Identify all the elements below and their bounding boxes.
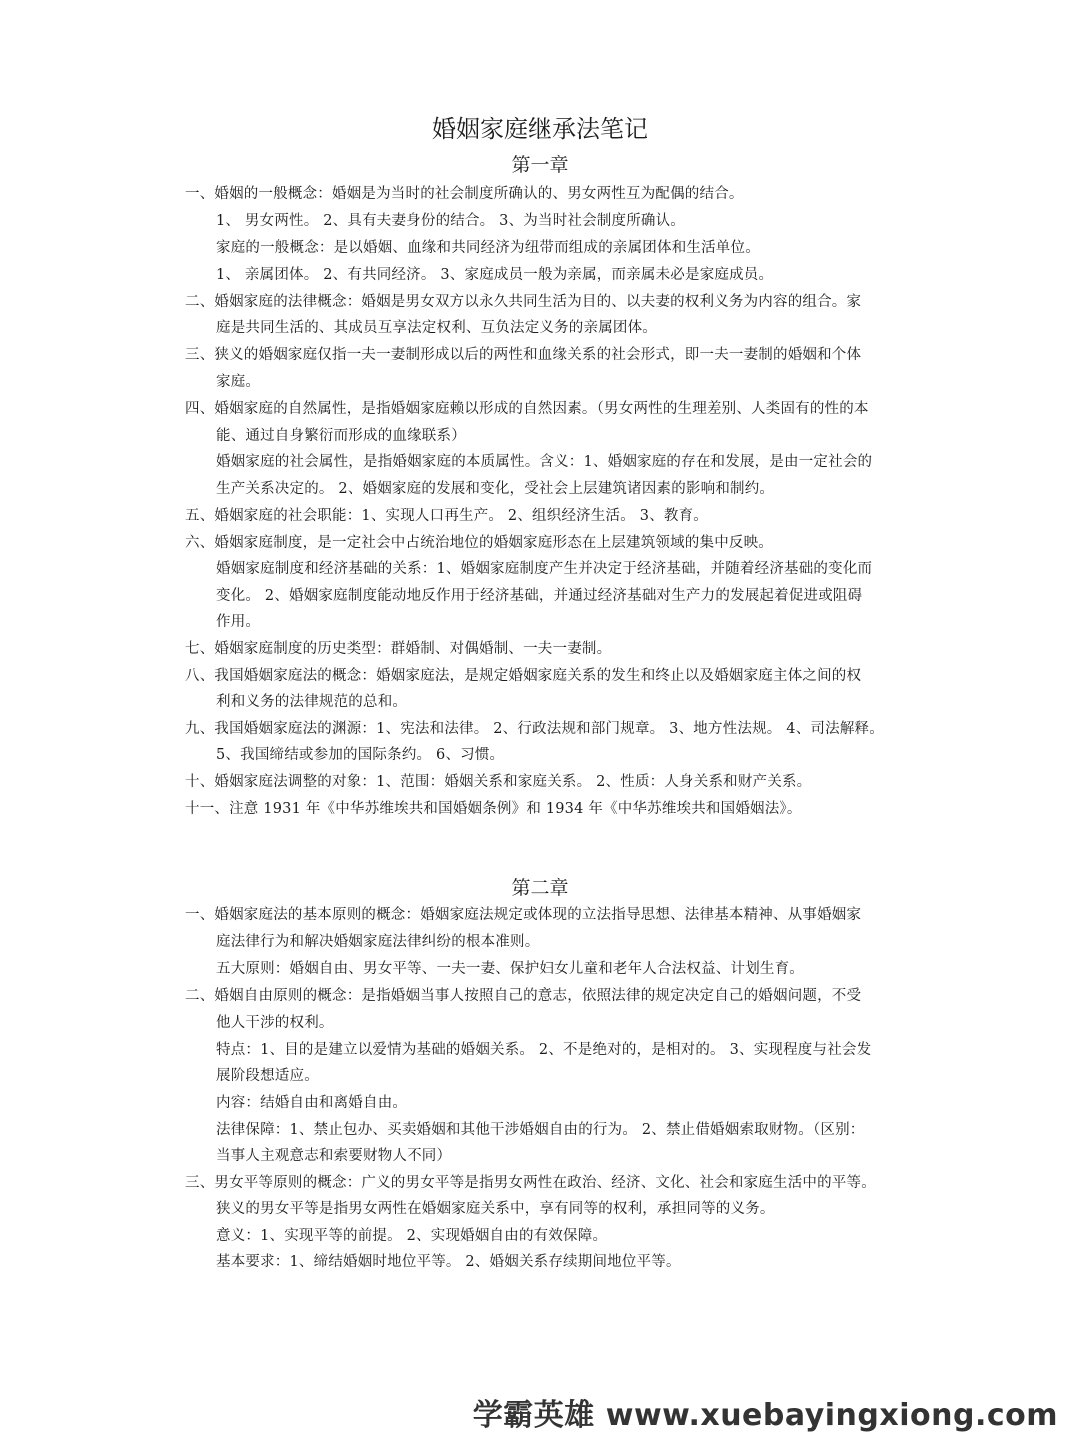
text-line: 五大原则：婚姻自由、男女平等、一夫一妻、保护妇女儿童和老年人合法权益、计划生育。 [216, 961, 804, 977]
text-line: 十、婚姻家庭法调整的对象：1、范围：婚姻关系和家庭关系。 2、性质：人身关系和财产关系。 [185, 774, 812, 790]
text-line: 二、婚姻家庭的法律概念：婚姻是男女双方以永久共同生活为目的、以夫妻的权利义务为内容的组合。家 [185, 294, 862, 310]
text-line: 五、婚姻家庭的社会职能：1、实现人口再生产。 2、组织经济生活。 3、教育。 [185, 508, 708, 524]
text-line: 四、婚姻家庭的自然属性，是指婚姻家庭赖以形成的自然因素。（男女两性的生理差别、人类固有的性的本 [185, 401, 869, 417]
text-line: 十一、注意 1931 年《中华苏维埃共和国婚姻条例》和 1934 年《中华苏维埃共和国婚姻法》。 [185, 801, 802, 817]
text-line: 三、男女平等原则的概念：广义的男女平等是指男女两性在政治、经济、文化、社会和家庭生活中的平等。 [185, 1175, 876, 1191]
chapter-heading: 第二章 [511, 877, 569, 899]
text-line: 七、婚姻家庭制度的历史类型：群婚制、对偶婚制、一夫一妻制。 [185, 641, 612, 657]
text-line: 当事人主观意志和索要财物人不同） [216, 1148, 452, 1164]
text-line: 婚姻家庭制度和经济基础的关系：1、婚姻家庭制度产生并决定于经济基础，并随着经济基础的变化而 [216, 561, 873, 577]
text-line: 九、我国婚姻家庭法的渊源：1、宪法和法律。 2、行政法规和部门规章。 3、地方性法规。 4、司法解释。 [185, 721, 884, 737]
text-line: 利和义务的法律规范的总和。 [216, 694, 408, 710]
text-line: 三、狭义的婚姻家庭仅指一夫一妻制形成以后的两性和血缘关系的社会形式，即一夫一妻制的婚姻和个体 [185, 347, 862, 363]
text-line: 庭是共同生活的、其成员互享法定权利、互负法定义务的亲属团体。 [216, 320, 657, 336]
text-line: 庭法律行为和解决婚姻家庭法律纠纷的根本准则。 [216, 934, 540, 950]
chapter-heading: 第一章 [511, 154, 569, 176]
watermark: 学霸英雄 www.xuebayingxiong.com [472, 1398, 1058, 1433]
text-line: 婚姻家庭的社会属性，是指婚姻家庭的本质属性。含义：1、婚姻家庭的存在和发展，是由一定社会的 [216, 454, 873, 470]
text-line: 法律保障：1、禁止包办、买卖婚姻和其他干涉婚姻自由的行为。 2、禁止借婚姻索取财物。（区别： [216, 1122, 865, 1138]
text-line: 家庭的一般概念：是以婚姻、血缘和共同经济为纽带而组成的亲属团体和生活单位。 [216, 240, 760, 256]
text-line: 二、婚姻自由原则的概念：是指婚姻当事人按照自己的意志，依照法律的规定决定自己的婚姻问题，不受 [185, 988, 862, 1004]
text-line: 八、我国婚姻家庭法的概念：婚姻家庭法，是规定婚姻家庭关系的发生和终止以及婚姻家庭主体之间的权 [185, 668, 862, 684]
text-line: 六、婚姻家庭制度，是一定社会中占统治地位的婚姻家庭形态在上层建筑领域的集中反映。 [185, 535, 773, 551]
text-line: 意义：1、实现平等的前提。 2、实现婚姻自由的有效保障。 [216, 1228, 608, 1244]
text-line: 5、我国缔结或参加的国际条约。 6、习惯。 [216, 747, 505, 763]
document-title: 婚姻家庭继承法笔记 [432, 115, 648, 143]
text-line: 展阶段想适应。 [216, 1068, 319, 1084]
text-line: 狭义的男女平等是指男女两性在婚姻家庭关系中，享有同等的权利，承担同等的义务。 [216, 1201, 775, 1217]
text-line: 变化。 2、婚姻家庭制度能动地反作用于经济基础，并通过经济基础对生产力的发展起着促进或阻碍 [216, 588, 863, 604]
text-line: 基本要求：1、缔结婚姻时地位平等。 2、婚姻关系存续期间地位平等。 [216, 1254, 681, 1270]
text-line: 1、 亲属团体。 2、有共同经济。 3、家庭成员一般为亲属，而亲属未必是家庭成员。 [216, 267, 774, 283]
text-line: 作用。 [216, 614, 261, 630]
text-line: 一、婚姻的一般概念：婚姻是为当时的社会制度所确认的、男女两性互为配偶的结合。 [185, 186, 744, 202]
text-line: 一、婚姻家庭法的基本原则的概念：婚姻家庭法规定或体现的立法指导思想、法律基本精神、从事婚姻家 [185, 907, 862, 923]
text-line: 能、通过自身繁衍而形成的血缘联系） [216, 428, 466, 444]
text-line: 他人干涉的权利。 [216, 1015, 334, 1031]
text-line: 家庭。 [216, 374, 261, 390]
text-line: 1、 男女两性。 2、具有夫妻身份的结合。 3、为当时社会制度所确认。 [216, 213, 686, 229]
text-line: 内容：结婚自由和离婚自由。 [216, 1095, 408, 1111]
text-line: 生产关系决定的。 2、婚姻家庭的发展和变化，受社会上层建筑诸因素的影响和制约。 [216, 481, 775, 497]
text-line: 特点：1、目的是建立以爱情为基础的婚姻关系。 2、不是绝对的，是相对的。 3、实现程度与社会发 [216, 1042, 872, 1058]
